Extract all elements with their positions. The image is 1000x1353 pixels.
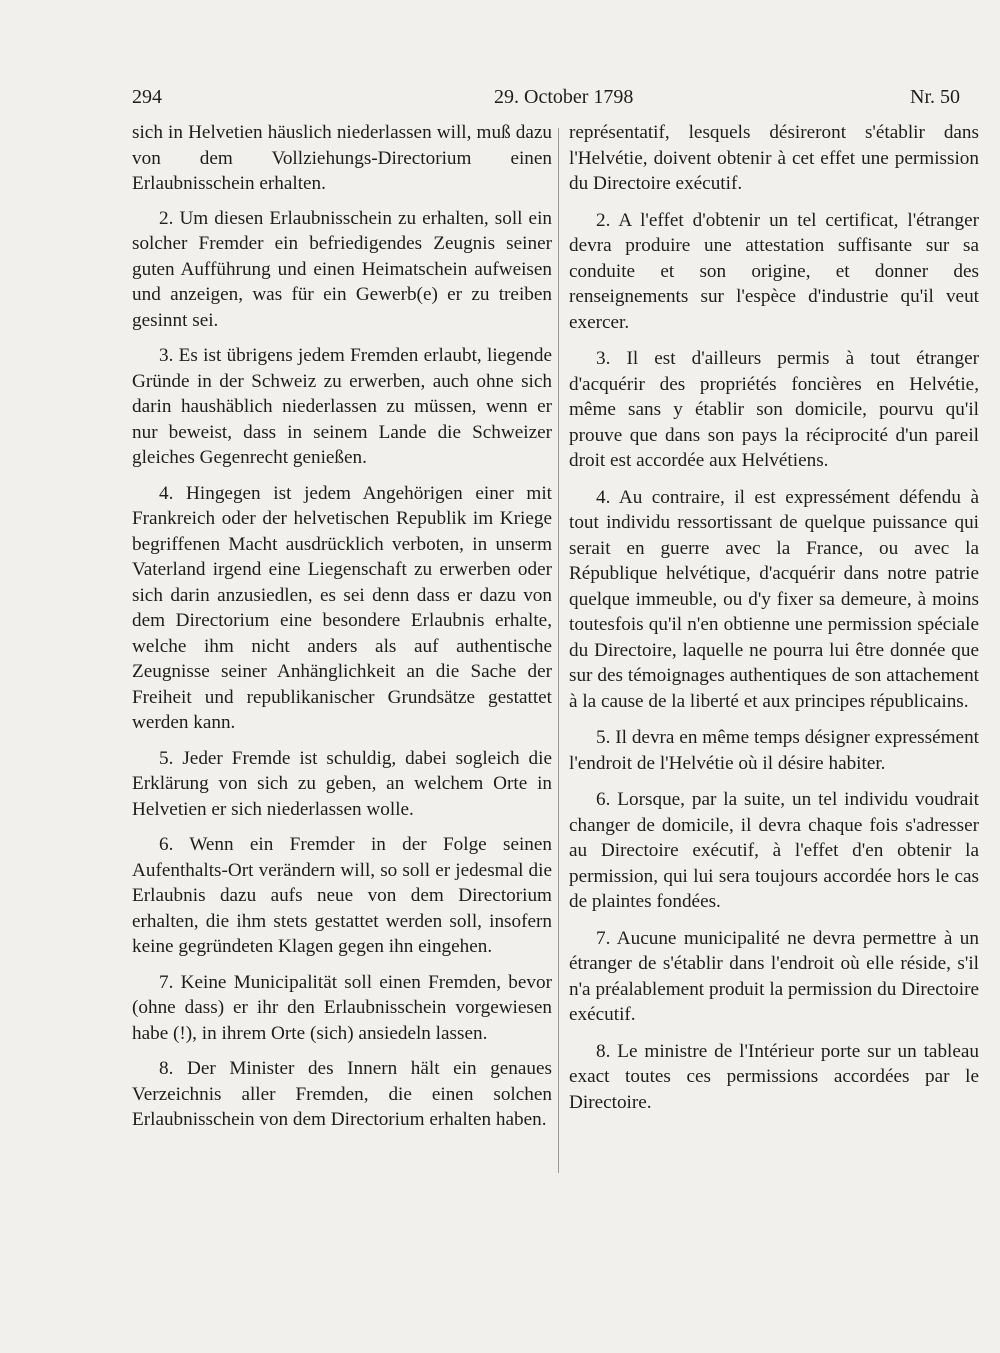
french-paragraph-1: représentatif, lesquels désireront s'établir dans l'Helvétie, doivent obtenir à cet effet une permission du Directoire exécutif. (569, 122, 979, 194)
running-header (132, 86, 960, 112)
french-paragraph-3: 3. Il est d'ailleurs permis à tout étranger d'acquérir des propriétés foncières en Helvétie, même sans y établir son domicile, pourvu qu'il prouve que dans son pays la réciprocité d'un pareil droit est accordée aux Helvétiens. (569, 348, 979, 471)
german-paragraph-3: 3. Es ist übrigens jedem Fremden erlaubt, liegende Gründe in der Schweiz zu erwerben, auch ohne sich darin haushäblich niederlassen zu müssen, wenn er nur beweist, dass in seinem Lande die Schweizer gleiches Gegenrecht genießen. (132, 345, 552, 468)
german-paragraph-2: 2. Um diesen Erlaubnisschein zu erhalten, soll ein solcher Fremder ein befriedigendes Zeugnis seiner guten Aufführung und einen Heimatschein aufweisen und anzeigen, was für ein Gewerb(e) er zu treiben gesinnt sei. (132, 207, 552, 331)
german-paragraph-6: 6. Wenn ein Fremder in der Folge seinen Aufenthalts-Ort verändern will, so soll er jedesmal die Erlaubnis dazu aufs neue von dem Directorium erhalten, die ihm stets gestattet werden soll, insofern keine gegründeten Klagen gegen ihn eingehen. (132, 834, 552, 957)
page-date: 29. October 1798 (494, 86, 634, 108)
french-paragraph-2: 2. A l'effet d'obtenir un tel certificat, l'étranger devra produire une attestation suffisante sur sa conduite et son origine, et donner des renseignements sur l'espèce d'industrie qu'il veut exercer. (569, 209, 979, 333)
french-paragraph-7: 7. Aucune municipalité ne devra permettre à un étranger de s'établir dans l'endroit où elle réside, s'il n'a préalablement produit la permission du Directoire exécutif. (569, 927, 979, 1025)
french-paragraph-8: 8. Le ministre de l'Intérieur porte sur un tableau exact toutes ces permissions accordées par le Directoire. (569, 1040, 979, 1113)
german-paragraph-7: 7. Keine Municipalität soll einen Fremden, bevor (ohne dass) er ihr den Erlaubnisschein vorgewiesen habe (!), in ihrem Orte (sich) ansiedeln lassen. (132, 971, 552, 1044)
french-paragraph-5: 5. Il devra en même temps désigner expressément l'endroit de l'Helvétie où il désire habiter. (569, 727, 979, 774)
page-number: 294 (132, 86, 162, 108)
german-paragraph-5: 5. Jeder Fremde ist schuldig, dabei sogleich die Erklärung von sich zu geben, an welchem Orte in Helvetien er sich niederlassen wolle. (132, 747, 552, 820)
german-paragraph-4: 4. Hingegen ist jedem Angehörigen einer mit Frankreich oder der helvetischen Republik im Kriege begriffenen Macht ausdrücklich verboten, in unserm Vaterland irgend eine Liegenschaft zu erwerben oder sich darin anzusiedlen, es sei denn dass er dazu von dem Directorium eine besondere Erlaubnis erhalte, welche ihm nicht anders als auf authentische Zeugnisse seiner Anhänglichkeit an die Sache der Freiheit und republikanischer Grundsätze gestattet werden kann. (132, 482, 552, 733)
column-divider (558, 128, 559, 1173)
issue-number: Nr. 50 (910, 86, 960, 108)
german-column (132, 120, 552, 1133)
french-paragraph-4: 4. Au contraire, il est expressément défendu à tout individu ressortissant de quelque puissance qui serait en guerre avec la France, ou avec la République helvétique, d'acquérir dans notre patrie quelque immeuble, ou d'y fixer sa demeure, à moins toutesfois qu'il n'en obtienne une permission spéciale du Directoire, laquelle ne pourra lui être donnée que sur des témoignages authentiques de son attachement à la cause de la liberté et aux principes républicains. (569, 486, 979, 712)
french-column (569, 120, 979, 1115)
german-paragraph-8: 8. Der Minister des Innern hält ein genaues Verzeichnis aller Fremden, die einen solchen Erlaubnisschein von dem Directorium erhalten haben. (132, 1058, 552, 1130)
french-paragraph-6: 6. Lorsque, par la suite, un tel individu voudrait changer de domicile, il devra chaque fois s'adresser au Directoire exécutif, à l'effet d'en obtenir la permission, qui lui sera toujours accordée hors le cas de plaintes fondées. (569, 789, 979, 912)
german-paragraph-1: sich in Helvetien häuslich niederlassen will, muß dazu von dem Vollziehungs-Directorium einen Erlaubnisschein erhalten. (132, 122, 552, 194)
